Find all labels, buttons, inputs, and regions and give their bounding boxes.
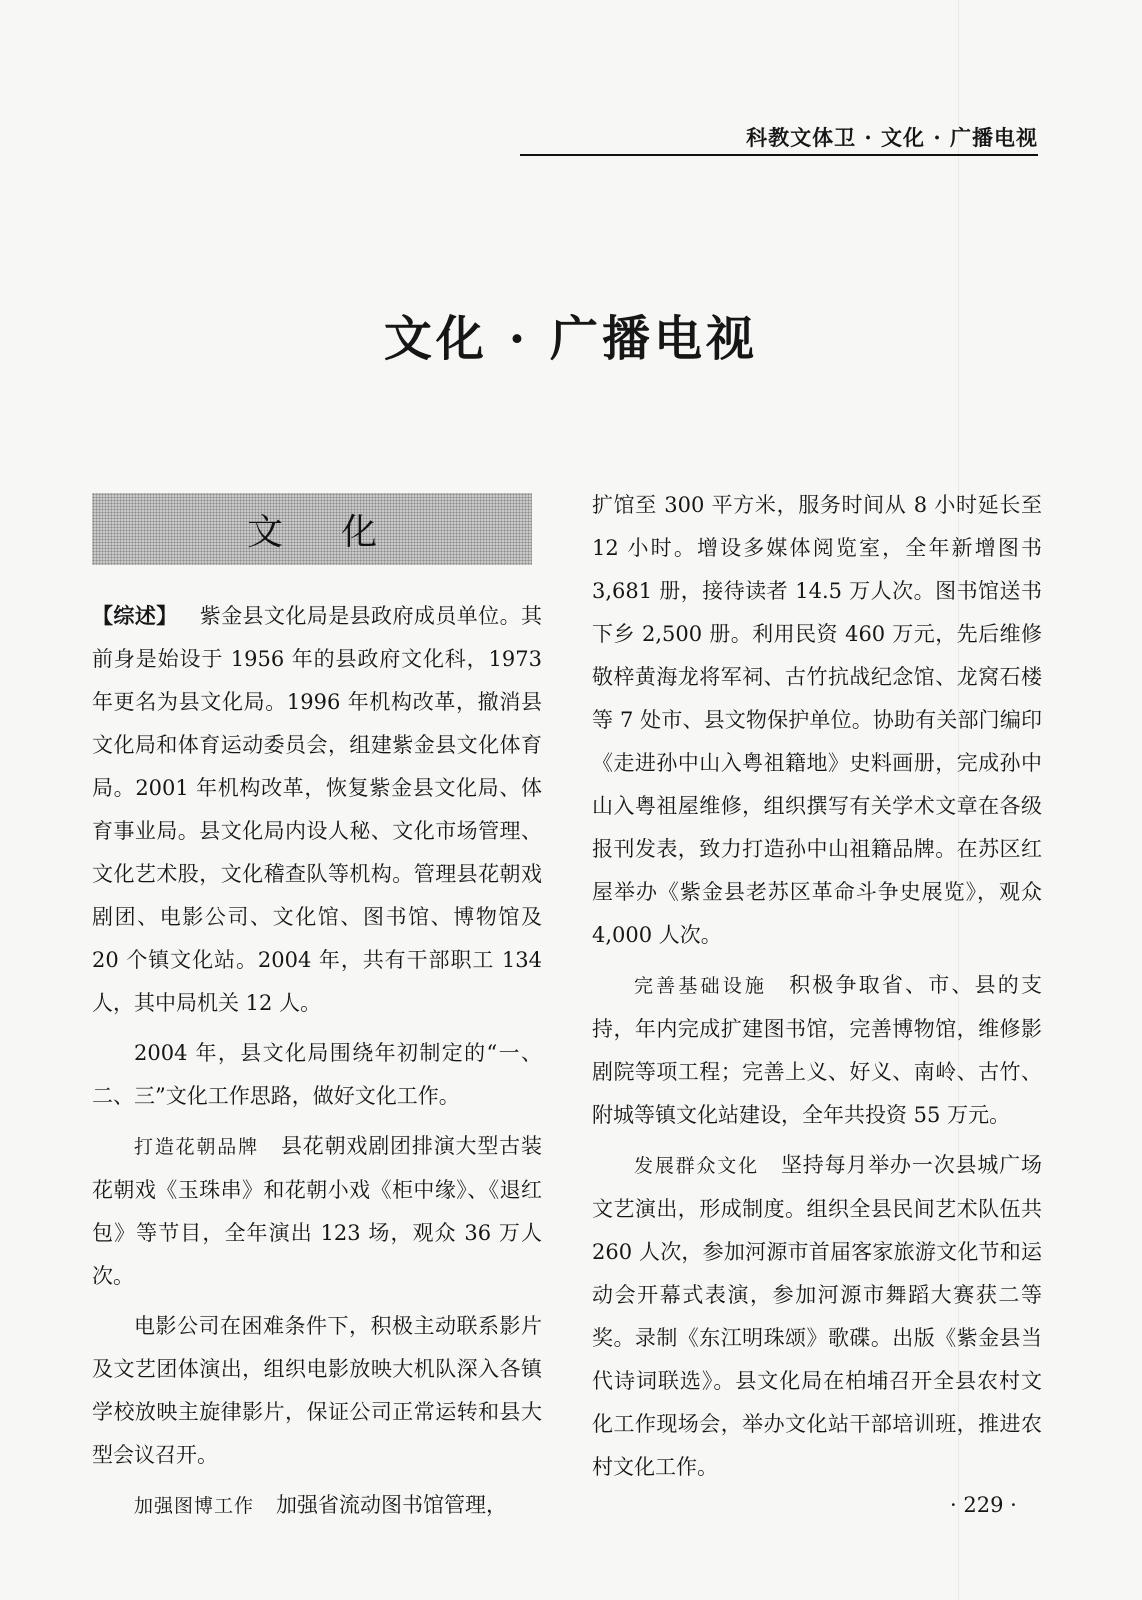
- keyword-infrastructure: 完善基础设施: [634, 975, 768, 997]
- keyword-huachao: 打造花朝品牌: [134, 1136, 259, 1158]
- paragraph-library: [92, 1484, 542, 1528]
- paragraph-library-cont: 扩馆至 300 平方米，服务时间从 8 小时延长至 12 小时。增设多媒体阅览室，全年新增图书 3,681 册，接待读者 14.5 万人次。图书馆送书下乡 2,500 册。利用民资 460 万元，先后维修敬梓黄海龙将军祠、古竹抗战纪念馆、龙窝石楼等 7 处市、县文物保护单位。协助有关部门编印《走进孙中山入粤祖籍地》史料画册，完成孙中山入粤祖屋维修，组织撰写有关学术文章在各级报刊发表，致力打造孙中山祖籍品牌。在苏区红屋举办《紫金县老苏区革命斗争史展览》，观众 4,000 人次。: [592, 493, 1042, 947]
- running-head: 科教文体卫 · 文化 · 广播电视: [746, 125, 1038, 150]
- paragraph-overview: [92, 594, 542, 1025]
- paragraph-plan: 2004 年，县文化局围绕年初制定的“一、二、三”文化工作思路，做好文化工作。: [92, 1041, 542, 1108]
- huachao-text: 县花朝戏剧团排演大型古装花朝戏《玉珠串》和花朝小戏《柜中缘》、《退红包》等节目，全年演出 123 场，观众 36 万人次。: [92, 1134, 542, 1288]
- header-rule: [520, 154, 1038, 156]
- keyword-mass-culture: 发展群众文化: [634, 1155, 759, 1177]
- library-text: 加强省流动图书馆管理，: [276, 1493, 508, 1517]
- right-column: [592, 484, 1042, 1489]
- left-column: [92, 594, 542, 1528]
- mass-culture-text: 坚持每月举办一次县城广场文艺演出，形成制度。组织全县民间艺术队伍共 260 人次，参加河源市首届客家旅游文化节和运动会开幕式表演，参加河源市舞蹈大赛获二等奖。录制《东江明珠颂》歌碟。出版《紫金县当代诗词联选》。县文化局在柏埔召开全县农村文化工作现场会，举办文化站干部培训班，推进农村文化工作。: [592, 1153, 1042, 1479]
- infrastructure-text: 积极争取省、市、县的支持，年内完成扩建图书馆，完善博物馆，维修影剧院等项工程；完善上义、好义、南岭、古竹、附城等镇文化站建设，全年共投资 55 万元。: [592, 973, 1042, 1127]
- paragraph-huachao: [92, 1125, 542, 1298]
- overview-label: 【综述】: [92, 603, 178, 628]
- section-heading: 文化: [246, 511, 435, 553]
- keyword-library: 加强图博工作: [134, 1495, 255, 1517]
- section-heading-box: [92, 493, 532, 565]
- paragraph-infrastructure: [592, 964, 1042, 1137]
- paragraph-film: 电影公司在困难条件下，积极主动联系影片及文艺团体演出，组织电影放映大机队深入各镇学校放映主旋律影片，保证公司正常运转和县大型会议召开。: [92, 1314, 542, 1467]
- page-number: · 229 ·: [950, 1493, 1017, 1517]
- page-title: 文化 · 广播电视: [383, 311, 759, 367]
- paragraph-mass-culture: [592, 1144, 1042, 1489]
- overview-text: 紫金县文化局是县政府成员单位。其前身是始设于 1956 年的县政府文化科，1973 年更名为县文化局。1996 年机构改革，撤消县文化局和体育运动委员会，组建紫金县文化体育局。2001 年机构改革，恢复紫金县文化局、体育事业局。县文化局内设人秘、文化市场管理、文化艺术股，文化稽查队等机构。管理县花朝戏剧团、电影公司、文化馆、图书馆、博物馆及 20 个镇文化站。2004 年，共有干部职工 134 人，其中局机关 12 人。: [92, 604, 543, 1015]
